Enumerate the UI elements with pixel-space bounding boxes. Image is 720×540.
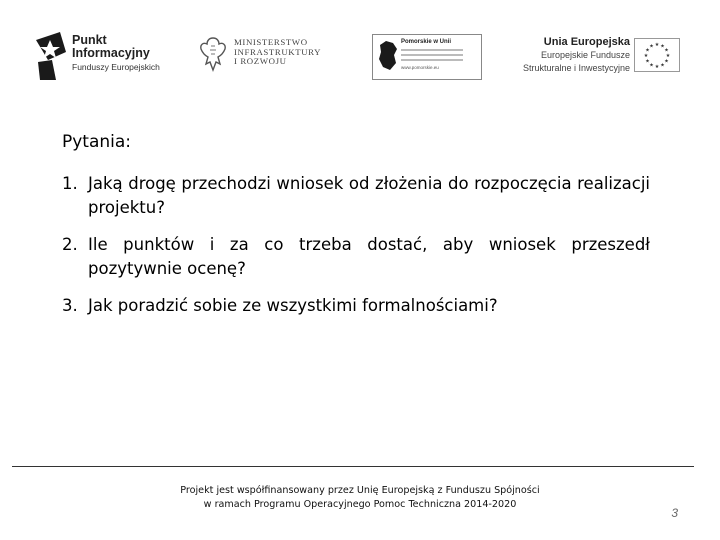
svg-text:★: ★ [645, 47, 650, 54]
footer-text [120, 484, 600, 512]
question-number: 3. [62, 296, 78, 315]
eagle-emblem-icon [198, 34, 228, 74]
svg-text:★: ★ [660, 62, 665, 69]
svg-text:★: ★ [664, 47, 669, 54]
pif-title-line2: Informacyjny [72, 46, 150, 60]
eu-subtitle-line2: Strukturalne i Inwestycyjne [522, 63, 630, 73]
footer-line2: w ramach Programu Operacyjnego Pomoc Techniczna 2014-2020 [203, 499, 517, 510]
question-item [62, 172, 650, 220]
logo-pomorskie [372, 34, 482, 80]
question-number: 1. [62, 174, 78, 193]
eu-subtitle-line1: Europejskie Fundusze [540, 50, 630, 60]
svg-text:★: ★ [664, 58, 669, 65]
svg-text:★: ★ [665, 53, 671, 59]
svg-text:★: ★ [654, 42, 660, 48]
pif-title-line1: Punkt [72, 33, 107, 47]
pomorskie-line [401, 49, 463, 51]
eu-title: Unia Europejska [543, 36, 630, 48]
question-text: Jaką drogę przechodzi wniosek od złożenia do rozpoczęcia realizacji projektu? [88, 174, 650, 217]
pomorskie-line [401, 54, 463, 56]
svg-text:★: ★ [645, 58, 650, 65]
pif-text [72, 34, 160, 72]
pomorskie-name: Pomorskie w Unii [401, 39, 452, 45]
pomorskie-map-icon [377, 39, 399, 73]
eu-text [523, 36, 630, 74]
questions-heading: Pytania: [62, 132, 132, 152]
logo-unia-europejska [520, 30, 690, 86]
question-text: Ile punktów i za co trzeba dostać, aby wniosek przeszedł pozytywnie ocenę? [88, 235, 650, 278]
logo-strip [20, 22, 700, 92]
pomorskie-url: www.pomorskie.eu [401, 65, 439, 70]
ministry-text [234, 38, 321, 67]
ministry-line2: INFRASTRUKTURY [234, 46, 322, 57]
svg-text:★: ★ [660, 43, 665, 50]
page-number: 3 [671, 506, 678, 520]
footer-divider [12, 466, 694, 467]
svg-text:★: ★ [643, 53, 649, 59]
question-item [62, 233, 650, 281]
question-number: 2. [62, 235, 78, 254]
pomorskie-line [401, 59, 463, 61]
questions-list [62, 172, 650, 318]
ministry-line3: I ROZWOJU [234, 56, 287, 67]
footer-line1: Projekt jest współfinansowany przez Unię Europejską z Funduszu Spójności [180, 485, 540, 496]
logo-ministry [198, 34, 338, 86]
svg-text:★: ★ [649, 62, 654, 69]
question-item [62, 294, 650, 318]
logo-punkt-informacyjny [34, 30, 184, 86]
svg-text:★: ★ [649, 43, 654, 50]
pif-subtitle: Funduszy Europejskich [72, 62, 160, 72]
eu-flag-icon [634, 38, 680, 72]
ministry-line1: MINISTERSTWO [234, 37, 308, 47]
slide-content [62, 130, 650, 331]
svg-text:★: ★ [654, 64, 660, 70]
question-text: Jak poradzić sobie ze wszystkimi formalnościami? [88, 296, 498, 315]
pif-star-icon [34, 30, 68, 82]
